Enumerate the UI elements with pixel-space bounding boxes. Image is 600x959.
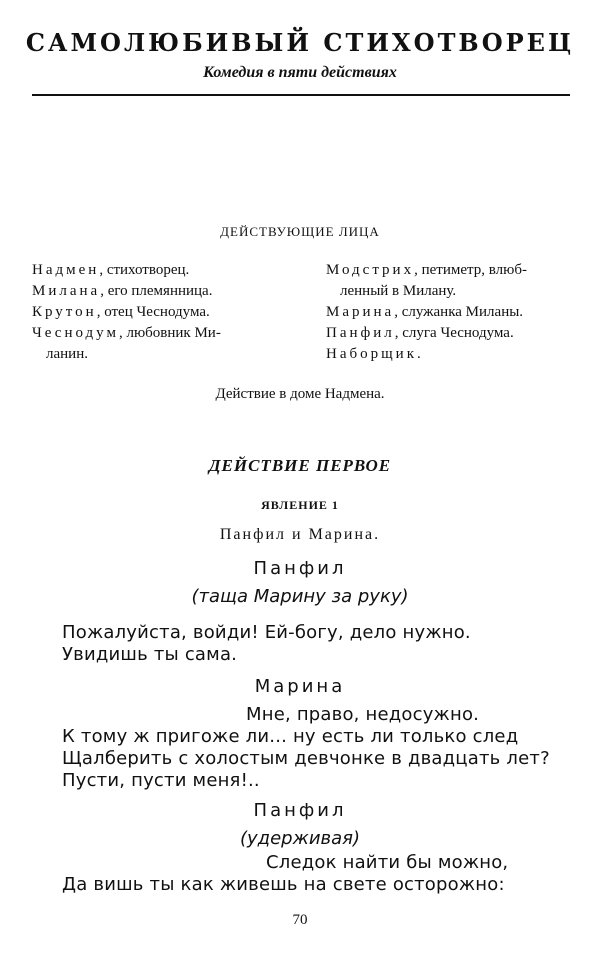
verse-line: Пусти, пусти меня!.. (62, 770, 260, 791)
setting-note: Действие в доме Надмена. (215, 386, 385, 402)
verse-line: Щалберить с холостым девчонке в двадцать лет? (62, 748, 550, 769)
cast-entry (32, 323, 287, 344)
verse-block (62, 852, 508, 896)
cast-desc: . (417, 346, 421, 362)
speaker-name: Панфил (253, 558, 347, 579)
cast-desc: , его племянница. (100, 283, 213, 299)
verse-block (62, 622, 471, 666)
cast-desc-continued: ленный в Милану. (340, 283, 457, 299)
cast-entry (326, 344, 574, 365)
verse-line: Следок найти бы можно, (266, 852, 509, 873)
cast-heading: ДЕЙСТВУЮЩИЕ ЛИЦА (220, 224, 380, 239)
cast-desc-continued: ланин. (46, 346, 88, 362)
cast-entry (32, 260, 287, 281)
header-divider (32, 94, 570, 96)
cast-name: Наборщик (326, 346, 417, 362)
cast-entry (326, 260, 574, 281)
cast-list-left (32, 260, 287, 365)
scene-persons: Панфил и Марина. (219, 526, 381, 543)
speaker-name: Панфил (253, 800, 347, 821)
cast-desc: , отец Чеснодума. (96, 304, 210, 320)
verse-line: К тому ж пригоже ли... ну есть ли только след (62, 726, 519, 747)
stage-direction: (таща Марину за руку) (191, 586, 409, 607)
cast-list-right (326, 260, 574, 365)
speaker-name: Марина (254, 676, 346, 697)
cast-name: Модстрих (326, 262, 415, 278)
verse-line: Пожалуйста, войди! Ей-богу, дело нужно. (62, 622, 471, 643)
verse-line: Увидишь ты сама. (62, 644, 238, 665)
cast-entry (32, 302, 287, 323)
cast-name: Марина (326, 304, 395, 320)
verse-block (62, 704, 550, 792)
cast-desc: , слуга Чеснодума. (394, 325, 514, 341)
cast-name: Надмен (32, 262, 100, 278)
scene-title: ЯВЛЕНИЕ 1 (261, 498, 339, 512)
cast-entry (32, 281, 287, 302)
act-title: ДЕЙСТВИЕ ПЕРВОЕ (208, 456, 392, 475)
cast-desc: , петиметр, влюб- (414, 262, 527, 278)
stage-direction: (удерживая) (239, 828, 361, 849)
cast-name: Крутон (32, 304, 97, 320)
verse-line: Да вишь ты как живешь на свете осторожно: (62, 874, 505, 895)
cast-name: Чеснодум (32, 325, 119, 341)
cast-desc: , служанка Миланы. (394, 304, 524, 320)
cast-entry (326, 302, 574, 323)
cast-desc: , стихотворец. (99, 262, 190, 278)
cast-name: Милана (32, 283, 101, 299)
cast-name: Панфил (326, 325, 395, 341)
book-title: САМОЛЮБИВЫЙ СТИХОТВОРЕЦ (25, 28, 575, 57)
verse-line: Мне, право, недосужно. (246, 704, 480, 725)
cast-desc: , любовник Ми- (118, 325, 221, 341)
cast-entry (326, 323, 574, 344)
book-subtitle: Комедия в пяти действиях (203, 64, 397, 81)
page-number: 70 (292, 912, 308, 928)
